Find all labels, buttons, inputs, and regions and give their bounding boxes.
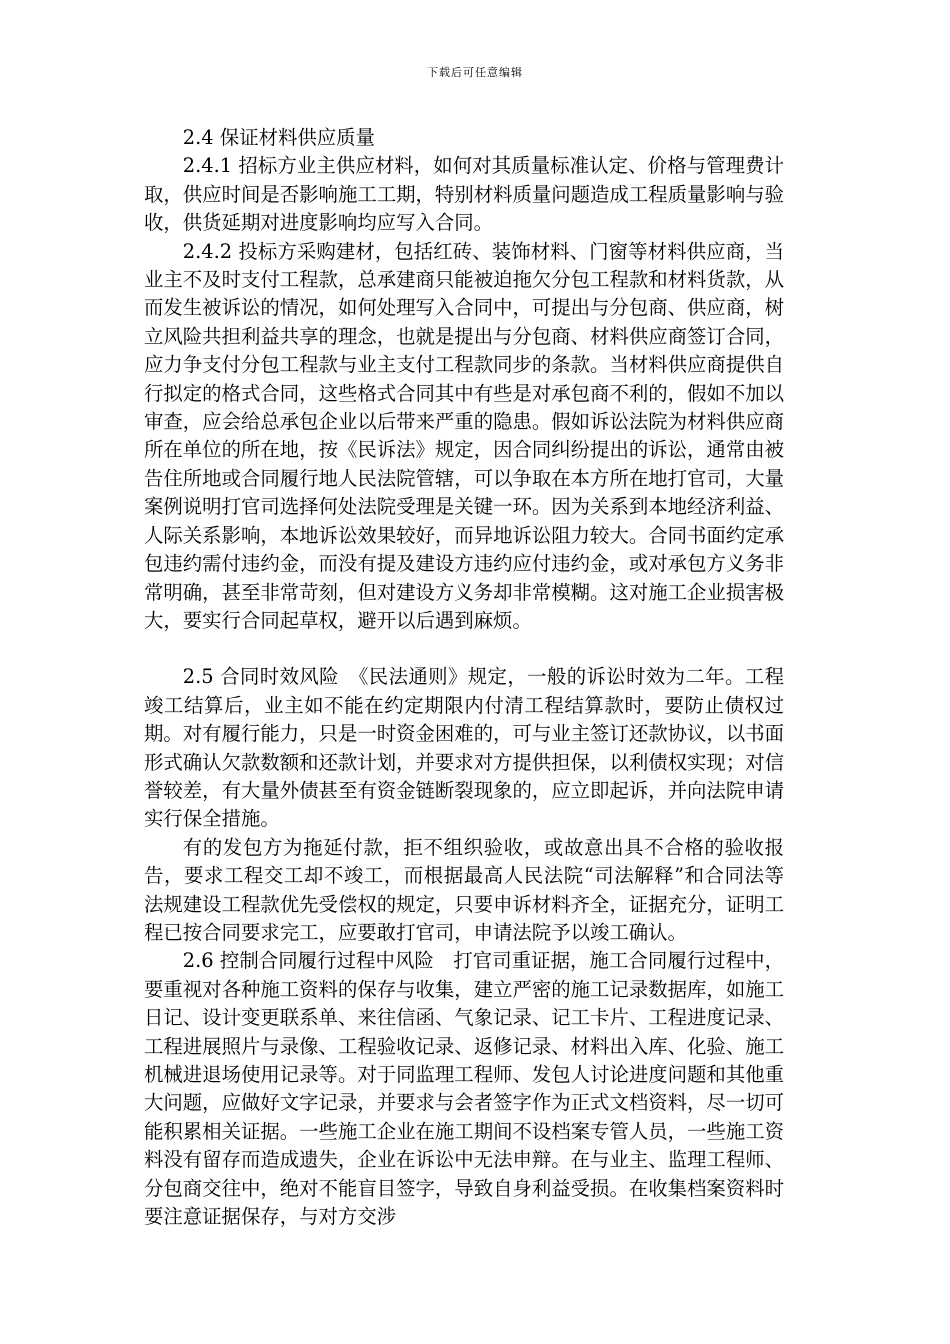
paragraph-2-4-2: 2.4.2 投标方采购建材，包括红砖、装饰材料、门窗等材料供应商，当业主不及时支付工程款，总承建商只能被迫拖欠分包工程款和材料货款，从而发生被诉讼的情况，如何处理写入合同中，可提出与分包商、供应商，树立风险共担利益共享的理念，也就是提出与分包商、材料供应商签订合同，应力争支付分包工程款与业主支付工程款同步的条款。当材料供应商提供自行拟定的格式合同，这些格式合同其中有些是对承包商不利的，假如不加以审查，应会给总承包企业以后带来严重的隐患。假如诉讼法院为材料供应商所在单位的所在地，按《民诉法》规定，因合同纠纷提出的诉讼，通常由被告住所地或合同履行地人民法院管辖，可以争取在本方所在地打官司，大量案例说明打官司选择何处法院受理是关键一环。因为关系到本地经济利益、人际关系影响，本地诉讼效果较好，而异地诉讼阻力较大。合同书面约定承包违约需付违约金，而没有提及建设方违约应付违约金，或对承包方义务非常明确，甚至非常苛刻，但对建设方义务却非常模糊。这对施工企业损害极大，要实行合同起草权，避开以后遇到麻烦。: [144, 239, 784, 632]
document-body: [144, 124, 784, 1231]
page-header: 下载后可任意编辑: [427, 66, 523, 79]
section-heading-2-4: 2.4 保证材料供应质量: [182, 126, 375, 149]
paragraph-payment-delay: 有的发包方为拖延付款，拒不组织验收，或故意出具不合格的验收报告，要求工程交工却不竣工，而根据最高人民法院“司法解释”和合同法等法规建设工程款优先受偿权的规定，只要申诉材料齐全，证据充分，证明工程已按合同要求完工，应要敢打官司，申请法院予以竣工确认。: [144, 835, 784, 944]
paragraph-2-5: 2.5 合同时效风险 《民法通则》规定，一般的诉讼时效为二年。工程竣工结算后，业主如不能在约定期限内付清工程结算款时，要防止债权过期。对有履行能力，只是一时资金困难的，可与业主签订还款协议，以书面形式确认欠款数额和还款计划，并要求对方提供担保，以利债权实现；对信誉较差，有大量外债甚至有资金链断裂现象的，应立即起诉，并向法院申请实行保全措施。: [144, 665, 784, 831]
paragraph-2-4-1: 2.4.1 招标方业主供应材料，如何对其质量标准认定、价格与管理费计取，供应时间是否影响施工工期，特别材料质量问题造成工程质量影响与验收，供货延期对进度影响均应写入合同。: [144, 154, 784, 235]
paragraph-2-6: 2.6 控制合同履行过程中风险 打官司重证据，施工合同履行过程中，要重视对各种施工资料的保存与收集，建立严密的施工记录数据库，如施工日记、设计变更联系单、来往信函、气象记录、记工卡片、工程进度记录、工程进展照片与录像、工程验收记录、返修记录、材料出入库、化验、施工机械进退场使用记录等。对于同监理工程师、发包人讨论进度问题和其他重大问题，应做好文字记录，并要求与会者签字作为正式文档资料，尽一切可能积累相关证据。一些施工企业在施工期间不设档案专管人员，一些施工资料没有留存而造成遗失，企业在诉讼中无法申辩。在与业主、监理工程师、分包商交往中，绝对不能盲目签字，导致自身利益受损。在收集档案资料时要注意证据保存，与对方交涉: [144, 949, 784, 1229]
